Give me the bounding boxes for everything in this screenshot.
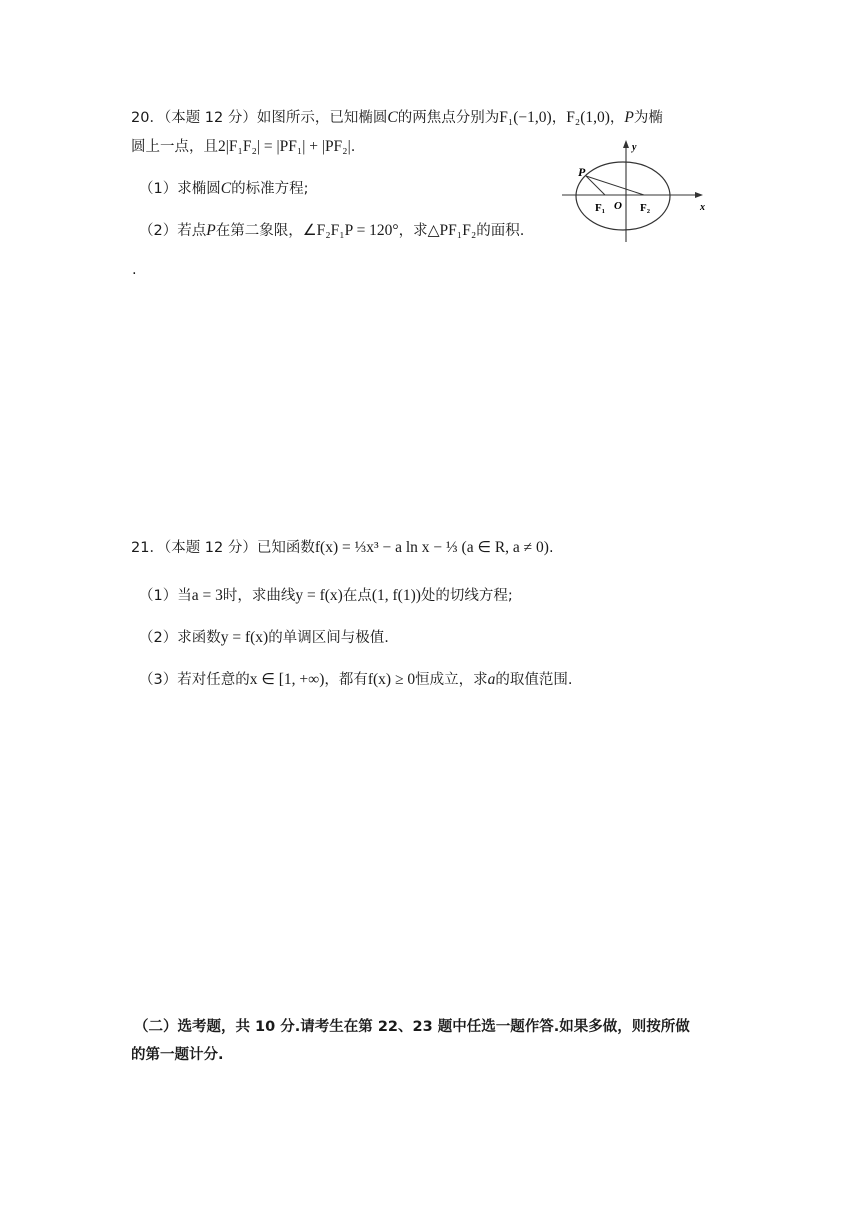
- q21-part3-text-c: 恒成立，求: [415, 672, 488, 688]
- q21-part3-text-a: 若对任意的: [177, 672, 250, 688]
- label-p: P: [578, 165, 586, 179]
- q20-part2-text-d: 的面积.: [476, 223, 525, 239]
- q20-line2-text: 圆上一点，且: [131, 139, 218, 155]
- label-origin: O: [614, 200, 622, 212]
- q20-part1: [139, 181, 308, 197]
- q20-part1-text-b: 的标准方程;: [231, 181, 309, 197]
- q20-point-p: P: [624, 109, 634, 126]
- q20-intro-a: 如图所示，已知椭圆: [256, 110, 388, 126]
- q21-part3-domain: x ∈ [1, +∞): [249, 671, 325, 688]
- q20-intro-c: 为椭: [633, 110, 663, 126]
- q21-part2-func: y = f(x): [220, 629, 269, 646]
- q21-period: .: [548, 540, 554, 556]
- q20-part2-p: P: [206, 222, 216, 239]
- q20-comma-2: ，: [609, 110, 625, 126]
- q20-part2-label: （2）: [139, 223, 178, 239]
- q20-f2-coords: F₂(1,0): [566, 109, 610, 126]
- q21-part1-text-d: 处的切线方程;: [420, 588, 513, 604]
- label-f1: F₁: [595, 202, 606, 214]
- q21-function: f(x) = ⅓x³ − a ln x − ⅓ (a ∈ R, a ≠ 0): [314, 539, 549, 556]
- q21-part3-text-b: ，都有: [324, 672, 368, 688]
- q20-part2-text-b: 在第二象限，: [215, 223, 303, 239]
- q20-condition: 2|F₁F₂| = |PF₁| + |PF₂|: [218, 138, 351, 155]
- q20-line1: [131, 110, 663, 126]
- q20-number: 20．: [131, 110, 164, 126]
- q20-triangle: △PF₁F₂: [427, 222, 477, 239]
- q21-score: （本题 12 分）: [163, 540, 257, 556]
- q21-part2-text-b: 的单调区间与极值.: [268, 630, 389, 646]
- q21-part3-ineq: f(x) ≥ 0: [367, 671, 416, 688]
- q20-part2-text-a: 若点: [177, 223, 207, 239]
- q21-part1-point: (1, f(1)): [371, 587, 421, 604]
- q21-part2: [139, 630, 389, 646]
- q21-part1-label: （1）: [139, 588, 178, 604]
- y-axis-arrow: [623, 140, 629, 148]
- q21-part1: [139, 588, 513, 604]
- q20-part2-text-c: ，求: [398, 223, 428, 239]
- q21-part3: [139, 672, 572, 688]
- q21-part3-var: a: [487, 671, 496, 688]
- q20-f1-coords: F₁(−1,0): [499, 109, 552, 126]
- q20-intro-b: 的两焦点分别为: [397, 110, 500, 126]
- q21-part1-text-b: 时，求曲线: [222, 588, 296, 604]
- label-y: y: [632, 142, 637, 153]
- q21-number: 21．: [131, 540, 164, 556]
- q20-part1-c: C: [220, 180, 232, 197]
- q20-stray-dot: .: [132, 262, 137, 278]
- q20-comma-1: ，: [551, 110, 567, 126]
- q20-angle: ∠F₂F₁P = 120°: [302, 222, 399, 239]
- q21-intro: 已知函数: [256, 540, 315, 556]
- label-f2: F₂: [640, 202, 651, 214]
- x-axis-arrow: [695, 192, 703, 198]
- q21-part2-label: （2）: [139, 630, 178, 646]
- q20-part1-label: （1）: [139, 181, 178, 197]
- q20-line2: [131, 139, 355, 155]
- q20-part1-text-a: 求椭圆: [177, 181, 221, 197]
- q20-ellipse-name: C: [387, 109, 398, 126]
- q21-part1-curve: y = f(x): [295, 587, 343, 604]
- q20-part2: [139, 223, 524, 239]
- q20-score: （本题 12 分）: [163, 110, 257, 126]
- label-x: x: [700, 202, 705, 213]
- q21-part2-text-a: 求函数: [177, 630, 221, 646]
- ellipse-curve: [576, 162, 670, 230]
- section2-line1: （二）选考题，共 10 分.请考生在第 22、23 题中任选一题作答.如果多做，则按所做: [134, 1019, 690, 1035]
- q21-part1-text-c: 在点: [342, 588, 372, 604]
- q21-part3-label: （3）: [139, 672, 178, 688]
- section2-line2: 的第一题计分.: [131, 1047, 224, 1063]
- q21-part1-text-a: 当: [177, 588, 192, 604]
- q21-part3-text-d: 的取值范围.: [495, 672, 573, 688]
- q20-period: .: [350, 139, 356, 155]
- q21-line1: [131, 540, 554, 556]
- q21-part1-cond: a = 3: [191, 587, 223, 604]
- ellipse-figure: [562, 136, 722, 248]
- segment-p-f2: [586, 176, 644, 195]
